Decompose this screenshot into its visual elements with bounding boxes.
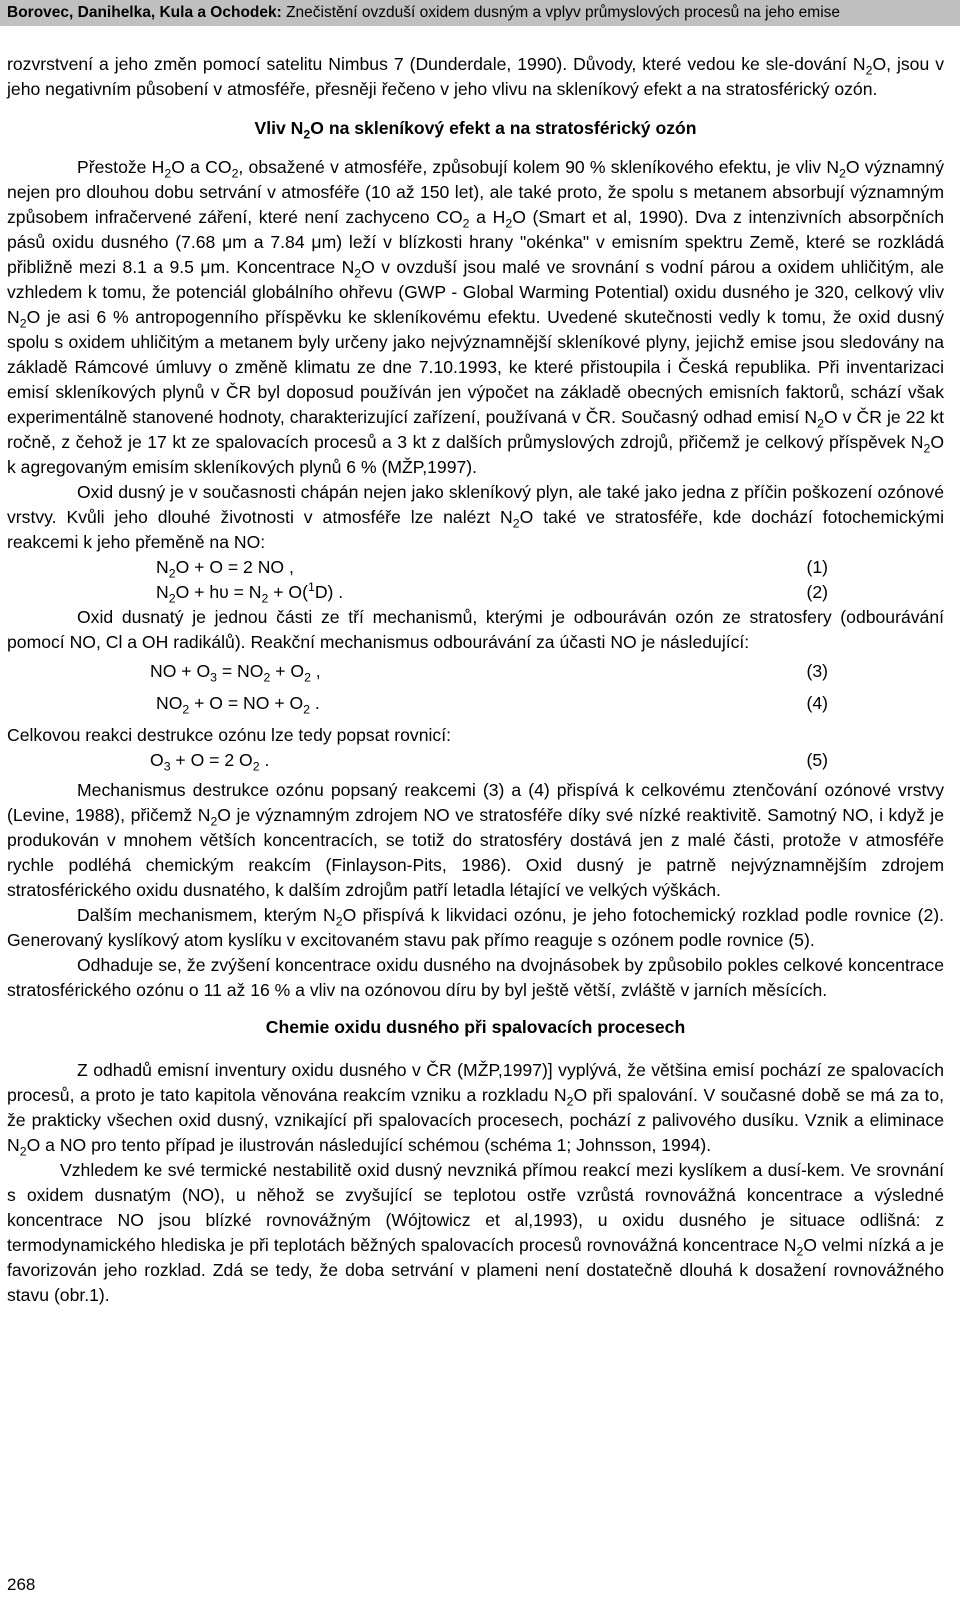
- equation-number: (3): [806, 661, 828, 681]
- equation-4: $NO_2 + O$ = NO + $O_2$ . (4): [156, 693, 828, 717]
- paragraph-thermal-stability: Vzhledem ke své termické nestabilitě oxid dusný nevzniká přímou reakcí mezi kyslíkem a dusí-kem. Ve srovnání s oxidem dusnatým (NO), u něhož se zvyšující se teplotou ostře vzrůstá rovnovážná koncentrace a výsledné koncentrace NO jsou blízké rovnovážným (Wójtowicz et al,1993), u oxidu dusného je situace odlišná: z termodynamického hlediska je při teplotách běžných spalovacích procesů rovnovážná koncentrace $N_2O$ velmi nízká a je favorizován jeho rozklad. Zdá se tedy, že doba setrvání v plameni není dostatečně dlouhá k dosažení rovnovážného stavu (obr.1).: [7, 1160, 944, 1305]
- equation-number: (2): [806, 582, 828, 602]
- page-content: [7, 52, 944, 1308]
- paragraph-ozone: Oxid dusný je v současnosti chápán nejen jako skleníkový plyn, ale také jako jedna z příčin poškození ozónové vrstvy. Kvůli jeho dlouhé životnosti v atmosféře lze nalézt $N_2O$ také ve stratosféře, kde dochází fotochemickými reakcemi k jeho přeměně na NO:: [7, 482, 944, 552]
- paragraph-overall-reaction: Celkovou reakci destrukce ozónu lze tedy popsat rovnicí:: [7, 725, 451, 745]
- paragraph-no-mechanism: Oxid dusnatý je jednou části ze tří mechanismů, kterými je odbouráván ozón ze stratosfery (odbourávání pomocí NO, Cl a OH radikálů). Reakční mechanismus odbourávání za účasti NO je následující:: [7, 607, 944, 652]
- header-title: Znečistění ovzduší oxidem dusným a vplyv průmyslových procesů na jeho emise: [281, 4, 841, 21]
- running-header: [0, 0, 960, 26]
- section-heading-combustion: Chemie oxidu dusného při spalovacích procesech: [265, 1017, 686, 1037]
- paragraph-photochemical: Dalším mechanismem, kterým $N_2O$ přispívá k likvidaci ozónu, je jeho fotochemický rozklad podle rovnice (2). Generovaný kyslíkový atom kyslíku v excitovaném stavu pak přímo reaguje s ozónem podle rovnice (5).: [7, 905, 944, 950]
- page-number: 268: [7, 1575, 36, 1594]
- equation-5: $O_3 + O = 2$ $O_2$ . (5): [150, 750, 828, 774]
- paragraph-inventory: Z odhadů emisní inventury oxidu dusného v ČR (MŽP,1997)] vyplývá, že většina emisí pochází ze spalovacích procesů, a proto je tato kapitola věnována reakcím vzniku a rozkladu $N_2O$ při spalování. V současné době se má za to, že prakticky všechen oxid dusný, vznikající při spalovacích procesech, pochází z palivového dusíku. Vznik a eliminace $N_2O$ a NO pro tento případ je ilustrován následující schémou (schéma 1; Johnsson, 1994).: [7, 1060, 944, 1159]
- equation-number: (5): [806, 750, 828, 770]
- paragraph-estimate: Odhaduje se, že zvýšení koncentrace oxidu dusného na dvojnásobek by způsobilo pokles celkové koncentrace stratosférického ozónu o 11 až 16 % a vliv na ozónovou díru by byl ještě větší, zvláště v jarních měsících.: [7, 955, 944, 1000]
- equation-2: $N_2O + h\upsilon = N_2 + O(^1D)$ . (2): [156, 580, 828, 606]
- paragraph-destruction: Mechanismus destrukce ozónu popsaný reakcemi (3) a (4) přispívá k celkovému ztenčování ozónové vrstvy (Levine, 1988), přičemž $N_2O$ je významným zdrojem NO ve stratosféře díky své nízké reaktivitě. Samotný NO, i když je produkován v mnohem větších koncentracích, se totiž do stratosféry dostává jen z malé části, protože v atmosféře rychle podléhá chemickým reakcím (Finlayson-Pits, 1986). Oxid dusný je patrně nejvýznamnějším zdrojem stratosférického oxidu dusnatého, k dalším zdrojům patří letadla létající ve velkých výškách.: [7, 780, 944, 900]
- equation-1: $N_2O + O = 2$ NO , (1): [156, 557, 828, 581]
- header-authors: Borovec, Danihelka, Kula a Ochodek:: [7, 4, 282, 21]
- equation-number: (4): [806, 693, 828, 713]
- equation-number: (1): [806, 557, 828, 577]
- paragraph-greenhouse: Přestože $H_2O$ a $CO_2$, obsažené v atmosféře, způsobují kolem 90 % skleníkového efektu, je vliv $N_2O$ významný nejen pro dlouhou dobu setrvání v atmosféře (10 až 150 let), ale také proto, že spolu s metanem absorbují významným způsobem infračervené záření, které není zachyceno $CO_2$ a $H_2O$ (Smart et al, 1990). Dva z intenzivních absorpčních pásů oxidu dusného (7.68 μm a 7.84 μm) leží v blízkosti hrany "okénka" v emisním spektru Země, které se rozkládá přibližně mezi 8.1 a 9.5 μm. Koncentrace $N_2O$ v ovzduší jsou malé ve srovnání s vodní párou a oxidem uhličitým, ale vzhledem k tomu, že potenciál globálního ohřevu (GWP - Global Warming Potential) oxidu dusného je 320, celkový vliv $N_2O$ je asi 6 % antropogenního příspěvku ke skleníkovému efektu. Uvedené skutečnosti vedly k tomu, že oxid dusný spolu s oxidem uhličitým a metanem byly určeny jako nejvýznamnější skleníkové plyny, jejichž emise jsou sledovány na základě Rámcové úmluvy o změně klimatu ze dne 7.10.1993, ke které přistoupila i Česká republika. Při inventarizaci emisí skleníkových plynů v ČR byl doposud používán jen výpočet na základě obecných emisních faktorů, schází však experimentálně stanovené hodnoty, charakterizující zařízení, používaná v ČR. Současný odhad emisí $N_2O$ v ČR je 22 kt ročně, z čehož je 17 kt ze spalovacích procesů a 3 kt z dalších průmyslových zdrojů, přičemž je celkový příspěvek $N_2O$ k agregovaným emisím skleníkových plynů 6 % (MŽP,1997).: [7, 157, 945, 477]
- paragraph-intro: rozvrstvení a jeho změn pomocí satelitu Nimbus 7 (Dunderdale, 1990). Důvody, které vedou ke sle-dování $N_2O$, jsou v jeho negativním působení v atmosféře, přesněji řečeno v jeho vlivu na skleníkový efekt a na stratosférický ozón.: [7, 54, 945, 99]
- equation-3: NO + $O_3 = NO_2 + O_2$ , (3): [150, 661, 828, 685]
- section-heading-greenhouse: Vliv $N_2O$ na skleníkový efekt a na stratosférický ozón: [254, 118, 697, 142]
